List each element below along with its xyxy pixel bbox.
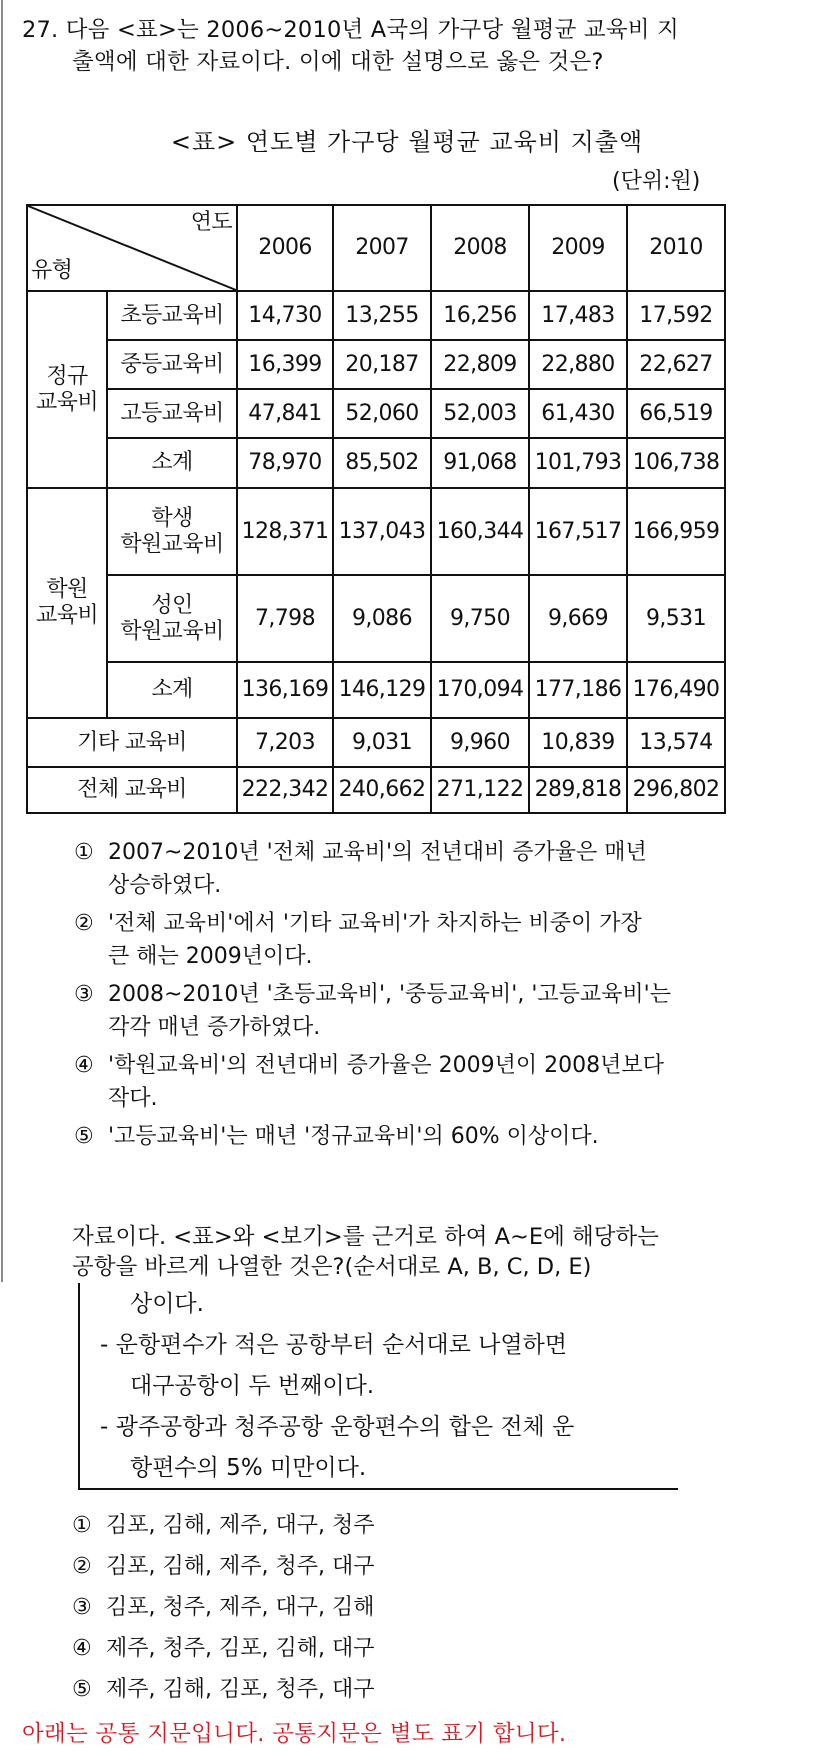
table-row (27, 575, 725, 662)
row-label: 고등교육비 (107, 389, 237, 438)
question-27-stem (22, 14, 812, 78)
bogi-box-content: 상이다. - 운항편수가 적은 공항부터 순서대로 나열하면 대구공항이 두 번째이다. - 광주공항과 청주공항 운항편수의 합은 전체 운 항편수의 5% 미만이다. (100, 1291, 575, 1481)
table-cell: 85,502 (333, 438, 431, 488)
table-cell: 78,970 (237, 438, 333, 488)
table-cell: 146,129 (333, 662, 431, 718)
group-label-regular: 정규 교육비 (27, 291, 107, 488)
row-label: 초등교육비 (107, 291, 237, 340)
year-header: 2008 (431, 205, 529, 291)
table-cell: 20,187 (333, 340, 431, 389)
table-cell: 14,730 (237, 291, 333, 340)
table-cell: 106,738 (627, 438, 725, 488)
table-cell: 17,483 (529, 291, 627, 340)
table-cell: 9,960 (431, 718, 529, 767)
row-label: 전체 교육비 (27, 767, 237, 813)
table-cell: 289,818 (529, 767, 627, 813)
table-cell: 13,255 (333, 291, 431, 340)
row-label: 중등교육비 (107, 340, 237, 389)
table-row-subtotal (27, 438, 725, 488)
answer-5[interactable]: ⑤ 제주, 김해, 김포, 청주, 대구 (72, 1677, 375, 1702)
choice-4[interactable]: ④ '학원교육비'의 전년대비 증가율은 2009년이 2008년보다 작다. (74, 1049, 774, 1115)
common-passage-notice: 아래는 공통 지문입니다. 공통지문은 별도 표기 합니다. (22, 1721, 567, 1747)
choice-number: ② (74, 911, 94, 936)
table-row (27, 488, 725, 575)
table-cell: 240,662 (333, 767, 431, 813)
answer-1[interactable]: ① 김포, 김해, 제주, 대구, 청주 (72, 1513, 375, 1538)
table-cell: 16,399 (237, 340, 333, 389)
table-cell: 9,750 (431, 575, 529, 662)
table-cell: 66,519 (627, 389, 725, 438)
table-cell: 176,490 (627, 662, 725, 718)
table-cell: 13,574 (627, 718, 725, 767)
choice-number: ③ (74, 982, 94, 1007)
table-cell: 7,798 (237, 575, 333, 662)
year-header: 2006 (237, 205, 333, 291)
table-cell: 22,880 (529, 340, 627, 389)
table-cell: 271,122 (431, 767, 529, 813)
table-cell: 9,086 (333, 575, 431, 662)
next-question-intro: 자료이다. <표>와 <보기>를 근거로 하여 A~E에 해당하는 공항을 바르게 나열한 것은?(순서대로 A, B, C, D, E) (72, 1224, 659, 1280)
table-cell: 61,430 (529, 389, 627, 438)
diagonal-header-cell (27, 205, 237, 291)
table-row-subtotal (27, 662, 725, 718)
next-question-answers (72, 1505, 374, 1710)
table-row (27, 340, 725, 389)
answer-3[interactable]: ③ 김포, 청주, 제주, 대구, 김해 (72, 1595, 375, 1620)
table-unit: (단위:원) (612, 169, 701, 194)
table-cell: 101,793 (529, 438, 627, 488)
table-cell: 222,342 (237, 767, 333, 813)
choice-number: ① (74, 840, 94, 865)
table-cell: 22,627 (627, 340, 725, 389)
choice-3[interactable]: ③ 2008~2010년 '초등교육비', '중등교육비', '고등교육비'는 각각 매년 증가하였다. (74, 978, 774, 1044)
year-header: 2010 (627, 205, 725, 291)
table-cell: 10,839 (529, 718, 627, 767)
table-cell: 9,531 (627, 575, 725, 662)
table-cell: 16,256 (431, 291, 529, 340)
table-row (27, 291, 725, 340)
question-stem-line2: 출액에 대한 자료이다. 이에 대한 설명으로 옳은 것은? (72, 49, 604, 75)
table-row (27, 389, 725, 438)
table-cell: 7,203 (237, 718, 333, 767)
table-cell: 22,809 (431, 340, 529, 389)
row-label: 소계 (107, 662, 237, 718)
table-row-other (27, 718, 725, 767)
choice-1[interactable]: ① 2007~2010년 '전체 교육비'의 전년대비 증가율은 매년 상승하였다. (74, 836, 774, 902)
table-cell: 52,060 (333, 389, 431, 438)
choice-number: ④ (74, 1053, 94, 1078)
table-cell: 136,169 (237, 662, 333, 718)
table-cell: 47,841 (237, 389, 333, 438)
choice-2[interactable]: ② '전체 교육비'에서 '기타 교육비'가 차지하는 비중이 가장 큰 해는 2009년이다. (74, 907, 774, 973)
row-label: 소계 (107, 438, 237, 488)
table-row-total (27, 767, 725, 813)
question-stem-line1: 다음 <표>는 2006~2010년 A국의 가구당 월평균 교육비 지 (65, 17, 679, 43)
education-expense-table (26, 204, 726, 814)
page-left-border (1, 0, 3, 1282)
table-cell: 17,592 (627, 291, 725, 340)
table-cell: 160,344 (431, 488, 529, 575)
group-label-academy: 학원 교육비 (27, 488, 107, 718)
answer-4[interactable]: ④ 제주, 청주, 김포, 김해, 대구 (72, 1636, 375, 1661)
row-label: 기타 교육비 (27, 718, 237, 767)
choice-5[interactable]: ⑤ '고등교육비'는 매년 '정규교육비'의 60% 이상이다. (74, 1120, 774, 1153)
table-cell: 9,031 (333, 718, 431, 767)
table-cell: 167,517 (529, 488, 627, 575)
table-cell: 91,068 (431, 438, 529, 488)
header-year-label: 연도 (190, 210, 232, 235)
question-27-choices (74, 836, 774, 1158)
table-cell: 128,371 (237, 488, 333, 575)
table-title: <표> 연도별 가구당 월평균 교육비 지출액 (170, 128, 644, 156)
table-cell: 137,043 (333, 488, 431, 575)
table-cell: 177,186 (529, 662, 627, 718)
table-header-row (27, 205, 725, 291)
question-number: 27. (22, 17, 59, 43)
table-cell: 52,003 (431, 389, 529, 438)
table-cell: 296,802 (627, 767, 725, 813)
table-cell: 9,669 (529, 575, 627, 662)
choice-number: ⑤ (74, 1124, 94, 1149)
row-label: 학생 학원교육비 (107, 488, 237, 575)
year-header: 2009 (529, 205, 627, 291)
answer-2[interactable]: ② 김포, 김해, 제주, 청주, 대구 (72, 1554, 375, 1579)
table-cell: 166,959 (627, 488, 725, 575)
header-type-label: 유형 (31, 258, 73, 283)
row-label: 성인 학원교육비 (107, 575, 237, 662)
year-header: 2007 (333, 205, 431, 291)
table-cell: 170,094 (431, 662, 529, 718)
